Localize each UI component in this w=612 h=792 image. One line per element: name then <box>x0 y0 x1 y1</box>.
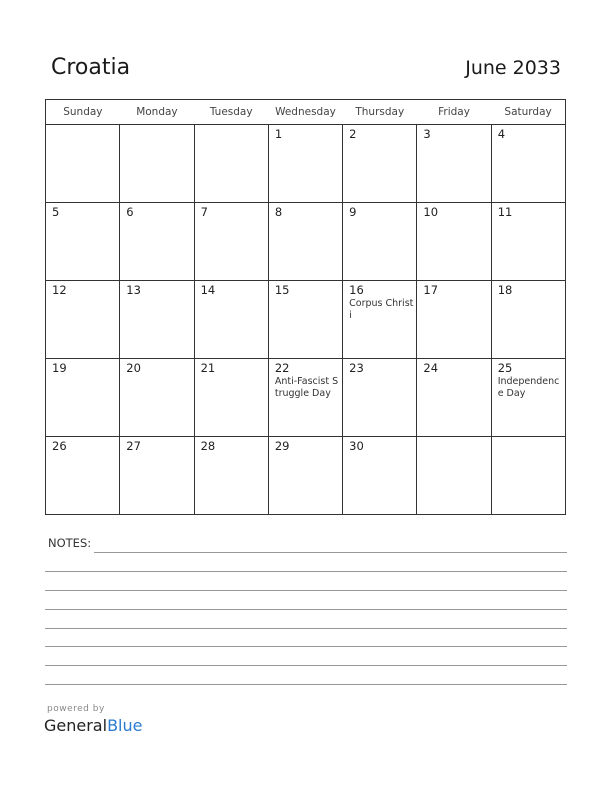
calendar-day-cell <box>417 125 491 203</box>
day-number: 3 <box>423 127 431 141</box>
notes-line <box>45 571 567 572</box>
calendar-day-cell <box>194 125 268 203</box>
weekday-thursday: Thursday <box>343 100 417 125</box>
day-number: 19 <box>52 361 67 375</box>
calendar-day-cell <box>46 203 120 281</box>
calendar-day-cell <box>491 437 565 515</box>
calendar-day-cell <box>194 359 268 437</box>
day-number: 9 <box>349 205 357 219</box>
calendar-day-cell <box>417 359 491 437</box>
calendar-grid <box>45 99 566 515</box>
weekday-wednesday: Wednesday <box>268 100 342 125</box>
calendar-day-cell <box>491 125 565 203</box>
weekday-sunday: Sunday <box>46 100 120 125</box>
day-number: 20 <box>126 361 141 375</box>
notes-line <box>45 609 567 610</box>
calendar-month-title: June 2033 <box>465 57 561 79</box>
generalblue-logo <box>44 716 142 735</box>
day-number: 29 <box>274 439 290 453</box>
day-number: 15 <box>274 283 290 297</box>
calendar-day-cell <box>343 437 417 515</box>
day-number: 22 <box>274 361 290 375</box>
calendar-day-cell <box>120 359 194 437</box>
calendar-day-cell <box>46 281 120 359</box>
calendar-week-row <box>46 203 566 281</box>
day-number: 6 <box>126 205 134 219</box>
calendar-week-row <box>46 359 566 437</box>
day-number: 10 <box>423 205 439 219</box>
weekday-header-row <box>46 100 566 125</box>
calendar-day-cell <box>194 203 268 281</box>
day-number: 25 <box>497 361 513 375</box>
day-number: 17 <box>423 283 439 297</box>
day-number: 7 <box>200 205 208 219</box>
powered-by-text: powered by <box>47 704 105 714</box>
calendar-day-cell <box>491 359 565 437</box>
calendar-day-cell <box>417 203 491 281</box>
calendar-day-cell <box>120 437 194 515</box>
calendar-day-cell <box>268 281 342 359</box>
calendar-day-cell <box>343 281 417 359</box>
calendar-day-cell <box>417 281 491 359</box>
holiday-label: Anti-Fascist Struggle Day <box>274 376 339 399</box>
day-number: 4 <box>497 127 506 141</box>
calendar-day-cell <box>491 203 565 281</box>
calendar-day-cell <box>268 125 342 203</box>
brand-blue: Blue <box>107 716 143 735</box>
calendar-day-cell <box>120 203 194 281</box>
day-number: 23 <box>349 361 364 375</box>
notes-line <box>45 684 567 685</box>
calendar-week-row <box>46 437 566 515</box>
weekday-tuesday: Tuesday <box>194 100 268 125</box>
day-number: 24 <box>423 361 439 375</box>
day-number: 8 <box>274 205 283 219</box>
calendar-day-cell <box>343 203 417 281</box>
weekday-friday: Friday <box>417 100 491 125</box>
calendar-day-cell <box>268 203 342 281</box>
brand-general: General <box>44 716 108 735</box>
notes-line <box>45 628 567 629</box>
calendar-day-cell <box>46 437 120 515</box>
calendar-day-cell <box>120 281 194 359</box>
holiday-label: Corpus Christi <box>349 298 414 321</box>
day-number: 18 <box>497 283 513 297</box>
weekday-saturday: Saturday <box>491 100 565 125</box>
calendar-day-cell <box>120 125 194 203</box>
calendar-day-cell <box>343 359 417 437</box>
notes-line <box>94 552 567 553</box>
calendar-week-row <box>46 281 566 359</box>
notes-line <box>45 665 567 666</box>
calendar-day-cell <box>491 281 565 359</box>
day-number: 13 <box>126 283 141 297</box>
day-number: 2 <box>349 127 357 141</box>
day-number: 14 <box>200 283 216 297</box>
notes-line <box>45 590 567 591</box>
day-number: 11 <box>497 205 513 219</box>
day-number: 30 <box>349 439 364 453</box>
weekday-monday: Monday <box>120 100 194 125</box>
calendar-day-cell <box>194 437 268 515</box>
calendar-country-title: Croatia <box>51 55 131 80</box>
calendar-day-cell <box>343 125 417 203</box>
holiday-label: Independence Day <box>497 376 560 399</box>
calendar-day-cell <box>268 437 342 515</box>
notes-line <box>45 646 567 647</box>
calendar-day-cell <box>46 125 120 203</box>
day-number: 26 <box>52 439 67 453</box>
notes-label: NOTES: <box>48 536 92 550</box>
day-number: 21 <box>200 361 216 375</box>
calendar-day-cell <box>194 281 268 359</box>
day-number: 16 <box>349 283 364 297</box>
day-number: 28 <box>200 439 216 453</box>
calendar-day-cell <box>417 437 491 515</box>
day-number: 12 <box>52 283 67 297</box>
day-number: 5 <box>52 205 60 219</box>
day-number: 27 <box>126 439 141 453</box>
calendar-day-cell <box>46 359 120 437</box>
calendar-day-cell <box>268 359 342 437</box>
calendar-week-row <box>46 125 566 203</box>
day-number: 1 <box>274 127 283 141</box>
